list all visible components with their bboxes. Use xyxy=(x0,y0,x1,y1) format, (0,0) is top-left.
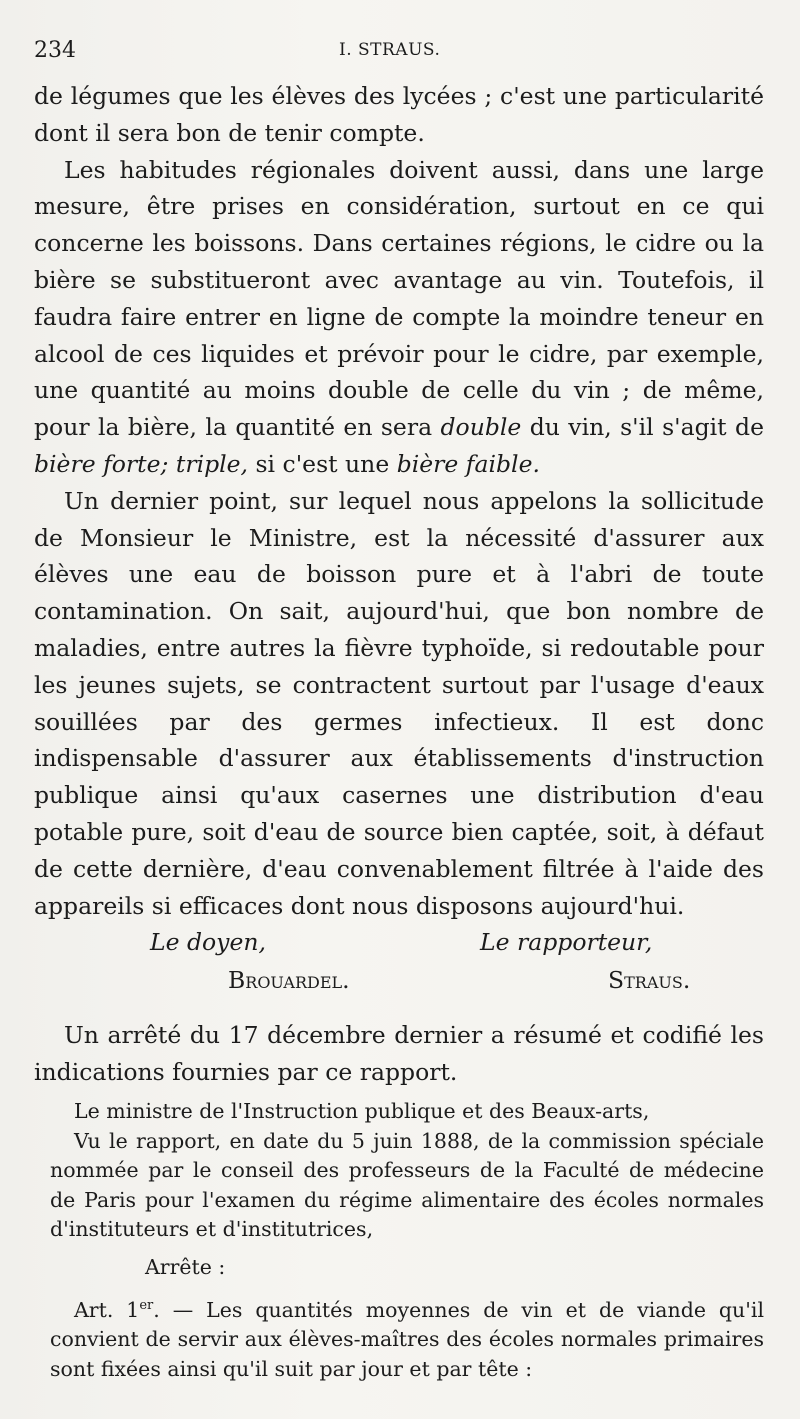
signature-dean-name: Brouardel. xyxy=(228,966,350,994)
body-text xyxy=(34,78,764,924)
decree-article-1: Art. 1er. — Les quantités moyennes de vin et de viande qu'il convient de servir aux élèves-maîtres des écoles normales primaires sont fixées ainsi qu'il suit par jour et par tête : xyxy=(50,1297,764,1381)
decree-considering: Vu le rapport, en date du 5 juin 1888, de la commission spéciale nommée par le conseil des professeurs de la Faculté de médecine de Paris pour l'examen du régime alimentaire des écoles normales d'instituteurs et d'institutrices, xyxy=(50,1128,764,1242)
emphasis-weak-beer: bière faible. xyxy=(396,449,540,478)
emphasis-double: double xyxy=(440,413,522,442)
signature-rapporteur-name: Straus. xyxy=(608,966,691,994)
decree-text xyxy=(50,1097,764,1384)
signature-rapporteur-title: Le rapporteur, xyxy=(480,928,653,956)
emphasis-strong-beer: bière forte; triple, xyxy=(34,449,249,478)
page-number: 234 xyxy=(34,38,76,63)
decree-arrete: Arrête : xyxy=(145,1254,226,1279)
running-title: I. STRAUS. xyxy=(339,40,441,60)
paragraph-continuation: de légumes que les élèves des lycées ; c'est une particularité dont il sera bon de tenir compte. xyxy=(34,82,764,147)
closing-text xyxy=(34,1017,764,1091)
signature-dean-title: Le doyen, xyxy=(150,928,266,956)
running-header xyxy=(34,38,766,68)
paragraph-water: Un dernier point, sur lequel nous appelons la sollicitude de Monsieur le Ministre, est la nécessité d'assurer aux élèves une eau de boisson pure et à l'abri de toute contamination. On sait, aujourd'hui, que bon nombre de maladies, entre autres la fièvre typhoïde, si redoutable pour les jeunes sujets, se contractent surtout par l'usage d'eaux souillées par des germes infectieux. Il est donc indispensable d'assurer aux établissements d'instruction publique ainsi qu'aux casernes une distribution d'eau potable pure, soit d'eau de source bien captée, soit, à défaut de cette dernière, d'eau convenablement filtrée à l'aide des appareils si efficaces dont nous disposons aujourd'hui. xyxy=(34,486,764,920)
paragraph-arrete-summary: Un arrêté du 17 décembre dernier a résumé et codifié les indications fournies par ce rapport. xyxy=(34,1021,764,1086)
decree-minister: Le ministre de l'Instruction publique et des Beaux-arts, xyxy=(74,1099,650,1123)
paragraph-regional-habits: Les habitudes régionales doivent aussi, dans une large mesure, être prises en considération, surtout en ce qui concerne les boissons. Dans certaines régions, le cidre ou la bière se substitueront avec avantage au vin. Toutefois, il faudra faire entrer en ligne de compte la moindre teneur en alcool de ces liquides et prévoir pour le cidre, par exemple, une quantité au moins double de celle du vin ; de même, pour la bière, la quantité en sera double du vin, s'il s'agit de bière forte; triple, si c'est une bière faible. xyxy=(34,155,764,478)
